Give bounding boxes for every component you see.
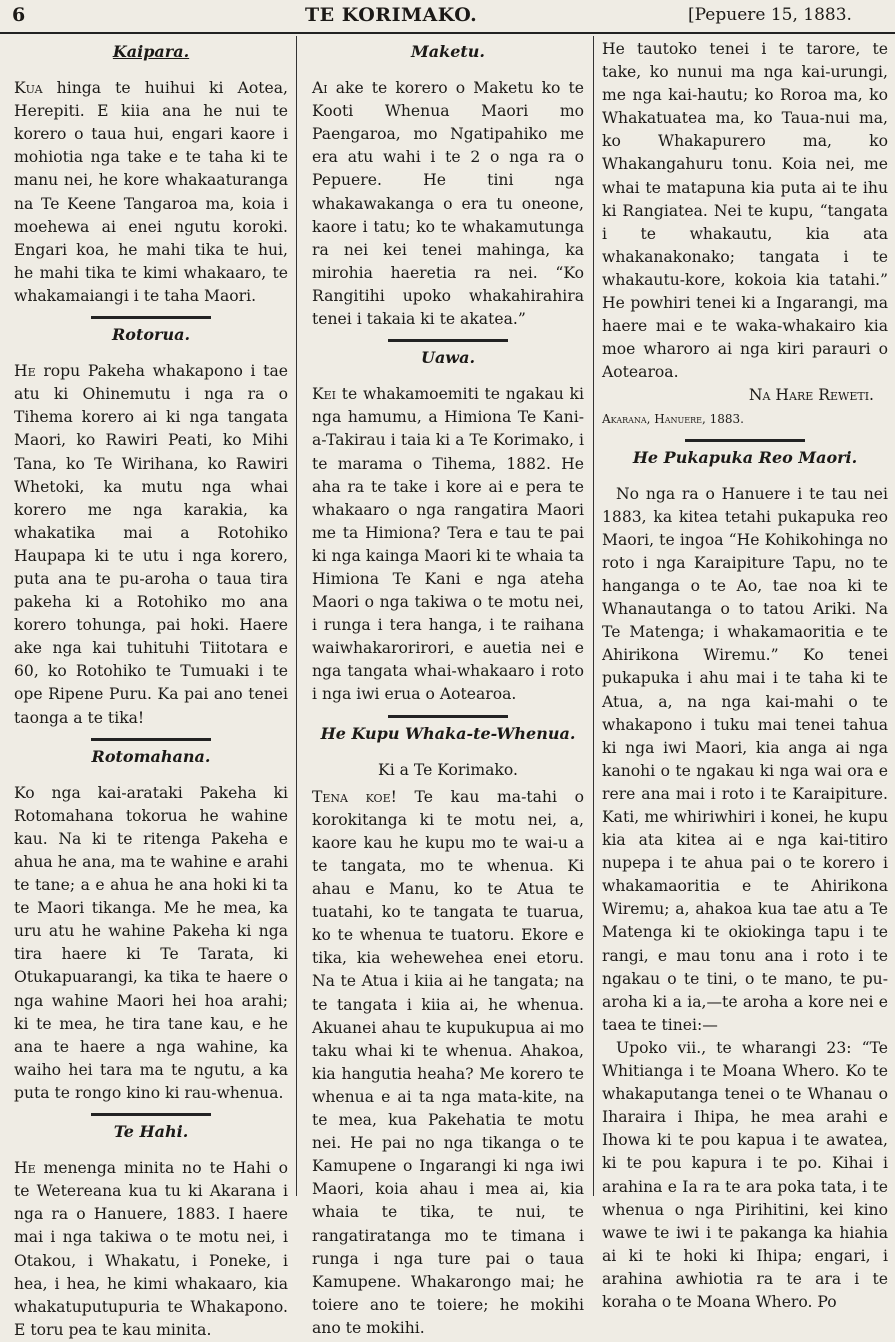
article-body: Ko nga kai-arataki Pakeha ki Rotomahana tokorua he wahine kau. Na ki te ritenga Pakeha e ahua he ana, ma te wahine e arahi te tane; a e ahua he ana hoki ki ta te Maori tikanga. Me he mea, ka uru atu he wahine Pakeha ki nga tira haere ki Te Tarata, ki Otukapuarangi, ka tika te haere o nga wahine Maori hei hoa arahi; ki te mea, he tira tane kau, e he ana te haere a nga wahine, ka waiho hei tara ma te ngutu, a ka puta te rongo kino ki rau-whenua. [14,783,288,1102]
section-heading: Te Hahi. [113,1122,189,1142]
lead-word: He [14,1159,36,1178]
section-heading: Uawa. [420,348,476,368]
section-heading: Rotorua. [111,325,191,345]
article-body: Te kau ma-tahi o korokitanga ki te motu nei, a, kaore kau he kupu mo te wai-u a te tangata, mo te whenua. Ki ahau e Manu, ko te Atua te tuatahi, ko te tangata te tuarua, ko te whenua te tuatoru. Ekore e tika, kia wehewehea enei etoru. Na te Atua i kiia ai he tangata; na te tangata i kiia ai, he whenua. Akuanei ahau te kupukupua ai mo taku whai ki te whenua. Ahakoa, kia hangutia heaha? Me korero te whenua e ai ta nga mata-kite, na te mea, kua Pakehatia te motu nei. He pai no nga tikanga o te Kamupene o Ingarangi ki nga iwi Maori, koia ahau i mea ai, kia whaia te tika, te nui, te rangatiratanga mo te timana i runga i nga ture pai o taua Kamupene. Whakarongo mai; he toiere ano te toiere; he mokihi ano te mokihi. [312,787,584,1337]
section-rule [91,1113,211,1116]
article-body: No nga ra o Hanuere i te tau nei 1883, ka kitea tetahi pukapuka reo Maori, te ingoa “He Kohikohinga no roto i nga Karaipiture Tapu, no te hanganga o te Ao, tae noa ki te Whanautanga o to tatou Ariki. Na Te Matenga; i whakamaoritia e te Ahirikona Wiremu.” Ko tenei pukapuka i ahu mai i te taha ki te Atua, a, na nga kai-mahi o te whakapono i tuku mai tenei tahua ki nga iwi Maori, kia anga ai nga kanohi o te ngakau ki nga wai ora e rere ana mai i roto i te Karaipiture. Kati, me whiriwhiri i konei, he kupu kia ata kitea ai e nga kai-titiro nupepa i te ahua pai o te korero i whakamaoritia e te Ahirikona Wiremu; a, ahakoa kua tae atu a Te Matenga ki te okiokinga tapu i te rangi, e mau tonu ana i roto i te ngakau o te tini, o te mano, te pu-aroha ki a ia,—te aroha a kore nei e taea te tinei:— [602,484,888,1034]
column-1 [14,38,289,1339]
article-body: ake te korero o Maketu ko te Kooti Whenua Maori mo Paengaroa, mo Ngatipahiko me era atu wahi i te 2 o nga ra o Pepuere. He tini nga whakawakanga o era tu oneone, kaore i tatu; ko te whakamutunga ra nei kei tenei mahinga, ka mirohia haeretia ra nei. “Ko Rangitihi upoko whakahirahira tenei i takaia ki te akatea.” [312,79,584,329]
section-rule [91,738,211,741]
dateline: Akarana, Hanuere, 1883. [602,411,744,426]
lead-word: Ai [312,79,328,98]
article-uawa [312,346,584,706]
newspaper-title: TE KORIMAKO. [305,4,478,26]
section-subheading: Ki a Te Korimako. [378,760,518,779]
column-divider [296,36,297,1196]
article-kupu [312,722,584,1340]
article-body: ropu Pakeha whakapono i tae atu ki Ohinemutu i nga ra o Tihema korero ai ki nga tangata Maori, ko Rawiri Peati, ko Mihi Tana, ko Te Wirihana, ko Rawiri Whetoki, ka mutu nga whai korero me nga karakia, ka whakatika mai a Rotohiko Haupapa ki te utu i nga korero, puta ana te pu-aroha o taua tira pakeha ki a Rotohiko mo ana korero tohunga, pai hoki. Haere ake nga kai tuhituhi Tiitotara e 60, ko Rotohiko te Tumuaki i te ope Ripene Puru. Ka pai ano tenei taonga a te tika! [14,362,288,727]
section-rule [685,439,805,442]
section-rule [91,316,211,319]
column-3 [602,38,888,1311]
section-heading: Rotomahana. [91,746,211,766]
article-body: te whakamoemiti te ngakau ki nga hamumu, a Himiona Te Kani-a-Takirau i taia ki a Te Korimako, i te marama o Tihema, 1882. He aha ra te take i kore ai e pera te whakaaro o nga rangatira Maori me ta Himiona? Tera e tau te pai ki nga kainga Maori ki te whaia ta Himiona Te Kani e nga ateha Maori o nga takiwa o te motu nei, i runga i tera hanga, i te raihana waiwhakarorirori, e auetia nei e nga tangata whai-whakaaro i roto i nga iwi erua o Aotearoa. [312,385,584,704]
signature: Na Hare Reweti. [748,386,874,405]
article-body: hinga te huihui ki Aotea, Herepiti. E kiia ana he nui te korero o taua hui, engari kaore i mohiotia nga take e te taha ki te manu nei, he kore whakaaturanga na Te Keene Tangaroa ma, koia i moehewa ai enei ngutu koroki. Engari koa, he mahi tika te hui, he mahi tika te kimi whakaaro, te whakamaiangi i te taha Maori. [14,79,289,305]
page-number: 6 [12,4,26,26]
article-maketu [312,40,584,331]
article-rotorua [14,323,288,730]
lead-word: Kei [312,385,337,404]
article-te-hahi [14,1120,288,1342]
column-2 [312,38,584,1337]
lead-word: Kua [14,79,43,98]
page-header [0,0,895,34]
article-continued [602,38,888,431]
article-rotomahana [14,745,288,1105]
article-body-continued: Upoko vii., te wharangi 23: “Te Whitianga i te Moana Whero. Ko te whakaputanga tenei o te Whanau o Iharaira i Ihipa, he mea arahi e Ihowa ki te pou kapua i te awatea, ki te pou kapura i te po. Kihai i arahina e Ia ra te ara poka tata, i te whenua o nga Pirihitini, kei kino wawe te iwi i te pakanga ka hiahia ai ki te hoki ki Ihipa; engari, i arahina awhiotia ra te ara i te koraha o te Moana Whero. Po [602,1038,888,1311]
section-heading: Kaipara. [112,42,190,61]
article-body: He tautoko tenei i te tarore, te take, ko nunui ma nga kai-urungi, me nga kai-hautu; ko Roroa ma, ko Whakatuatea ma, ko Taua-nui ma, ko Whakapurero ma, ko Whakangahuru tonu. Koia nei, me whai te matapuna kia puta ai te ihu ki Rangiatea. Nei te kupu, “tangata i te whakautu, kia ata whakanakonako; tangata i te whakautu-kore, kokoia kia tatahi.” He powhiri tenei ki a Ingarangi, ma haere mai e te waka-whakairo kia moe wharoro ai nga kiri parauri o Aotearoa. [602,40,888,382]
section-heading: Maketu. [411,42,485,61]
article-kaipara [14,40,288,308]
header-rule [0,32,895,34]
section-rule [388,339,508,342]
section-rule [388,715,508,718]
section-heading: He Pukapuka Reo Maori. [632,447,858,467]
issue-date: [Pepuere 15, 1883. [688,5,852,25]
article-pukapuka [602,446,888,1314]
article-body: menenga minita no te Hahi o te Wetereana kua tu ki Akarana i nga ra o Hanuere, 1883. I haere mai i nga takiwa o te motu nei, i Otakou, i Whakatu, i Poneke, i hea, i hea, he kimi whakaaro, kia whakatuputupuria te Whakapono. E toru pea te kau minita. [14,1159,288,1339]
lead-word: He [14,362,36,381]
column-divider [593,36,594,1196]
section-heading: He Kupu Whaka-te-Whenua. [320,723,576,743]
lead-word: Tena koe! [312,787,397,806]
